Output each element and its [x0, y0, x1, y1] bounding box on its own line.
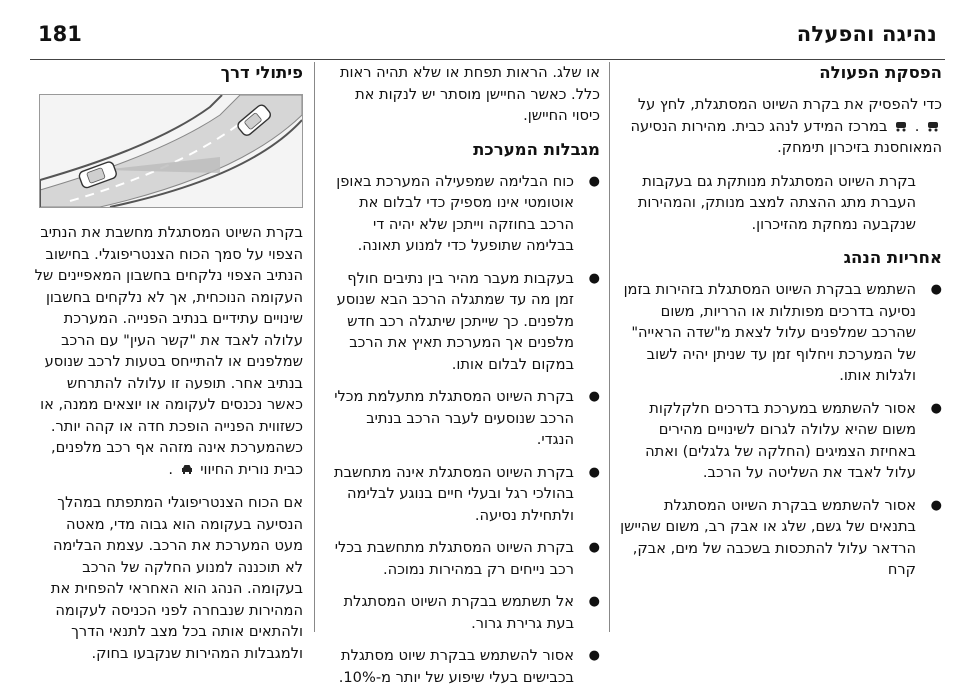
list-item: ● אל תשתמש בבקרת השיוט המסתגלת בעת גרירת גרור.	[325, 591, 600, 634]
driver-responsibility-heading: אחריות הנהג	[617, 247, 942, 269]
car-indicator-icon	[180, 463, 194, 475]
list-item: ● השתמש בבקרת השיוט המסתגלת בזהירות בזמן נסיעה בדרכים מפותלות או הרריות, משום שהרכב שמלפנים עלול לצאת מ"שדה הראייה" של המערכת ויחלוף זמן עד שניתן יהיה לשוב ולגלות אותו.	[617, 279, 942, 387]
steering-car-button-icon	[926, 120, 940, 132]
middle-column	[325, 62, 600, 634]
page-number: 181	[38, 22, 82, 46]
list-item: ● אסור להשתמש במערכת בדרכים חלקלקות משום שהיא עלולה לגרום לשינויים מהירים באחיזת הצמיגים (החלקה של גלגלים) ואתה עלול לאבד את השליטה על הרכב.	[617, 398, 942, 484]
limits-list	[325, 171, 600, 688]
left-column	[33, 62, 303, 634]
section-title: נהיגה והפעלה	[797, 22, 937, 46]
list-item: ● בקרת השיוט המסתגלת אינה מתחשבת בהולכי רגל ובעלי חיים בנוגע לבלימה ולתחילת נסיעה.	[325, 462, 600, 527]
page-header	[30, 14, 945, 54]
curves-paragraph: בקרת השיוט המסתגלת מחשבת את הנתיב הצפוי על סמך הכוח הצנטריפוגלי. בחישוב הנתיב הצפוי נלקחים בחשבון המאפיינים של העקומה הנוכחית, אך לא נלקחים בחשבון שינויים עתידיים בנתיב הפנייה. המערכת עלולה לאבד את "קשר העין" עם הרכב שמלפנים או להתייחס בטעות לרכב שנוסע בנתיב אחר. תופעה זו עלולה להתרחש כאשר נכנסים לעקומה או יוצאים ממנה, או כשזווית הפנייה הופכת חדה או קהה יותר. כשהמערכת אינה מזהה אף רכב מלפנים, כבית נורית החיווי .	[33, 222, 303, 480]
deactivation-paragraph: כדי להפסיק את בקרת השיוט המסתגלת, לחץ על . במרכז המידע לנהג כבית. מהירות הנסיעה המאוחסנת בזיכרון תימחק.	[617, 94, 942, 159]
road-drawing	[40, 95, 302, 207]
continuation-paragraph: או שלג. הראות תפחת או שלא תהיה ראות כלל. כאשר החיישן מוסתר יש לנקות את כיסוי החיישן.	[325, 62, 600, 127]
list-item: ● אסור להשתמש בבקרת השיוט המסתגלת בתנאים של גשם, שלג או אבק רב, משום שהיישן הרדאר עלול להתכסות בשכבה של מים, אבק, קרח	[617, 495, 942, 581]
steering-car-button-icon	[894, 120, 908, 132]
column-divider	[609, 62, 610, 632]
warnings-list	[617, 279, 942, 581]
list-item: ● אסור להשתמש בבקרת שיוט מסתגלת בכבישים בעלי שיפוע של יותר מ-10%.	[325, 645, 600, 688]
system-limits-heading: מגבלות המערכת	[325, 139, 600, 161]
car-on-curved-road-illustration	[39, 94, 303, 208]
list-item: ● בקרת השיוט המסתגלת מתחשבת בכלי רכב נייחים רק במהירות נמוכה.	[325, 537, 600, 580]
list-item: ● בקרת השיוט המסתגלת מתעלמת מכלי הרכב שנוסעים לעבר הרכב בנתיב הנגדי.	[325, 386, 600, 451]
road-curves-heading: פיתולי דרך	[33, 62, 303, 84]
header-rule	[30, 59, 945, 60]
deactivation-note: בקרת השיוט המסתגלת מנותקת גם בעקבות העברת מתג ההצתה למצב מנותק, והמהירות שנקבעה נמחקת מהזיכרון.	[617, 171, 942, 236]
column-divider	[314, 62, 315, 632]
right-column	[617, 62, 942, 634]
centrifugal-paragraph: אם הכוח הצנטריפוגלי המתפתח במהלך הנסיעה בעקומה הוא גבוה מדי, מאטה מעט המערכת את הרכב. עצמת הבלימה לא תוכננה למנוע החלקה של הרכב בעקומה. הנהג הוא האחראי להפחית את המהירות שנבחרה לפני הכניסה לעקומה ולהתאים אותה בכל מצב לתנאי הדרך ולמגבלות המהירות שנקבעו בחוק.	[33, 492, 303, 664]
deactivation-heading: הפסקת הפעולה	[617, 62, 942, 84]
list-item: ● בעקבות מעבר מהיר בין נתיבים חולף זמן מה עד שמתגלה הרכב הבא שנוסע מלפנים. כך שייתכן שיתגלה רכב חדש מלפנים אך המערכת תאיץ את הרכב במקום לבלום אותו.	[325, 268, 600, 376]
list-item: ● כוח הבלימה שמפעילה המערכת באופן אוטומטי אינו מספיק כדי לבלום את הרכב בחוזקה וייתכן שלא יהיה די בבלימה שתופעל כדי למנוע תאונה.	[325, 171, 600, 257]
